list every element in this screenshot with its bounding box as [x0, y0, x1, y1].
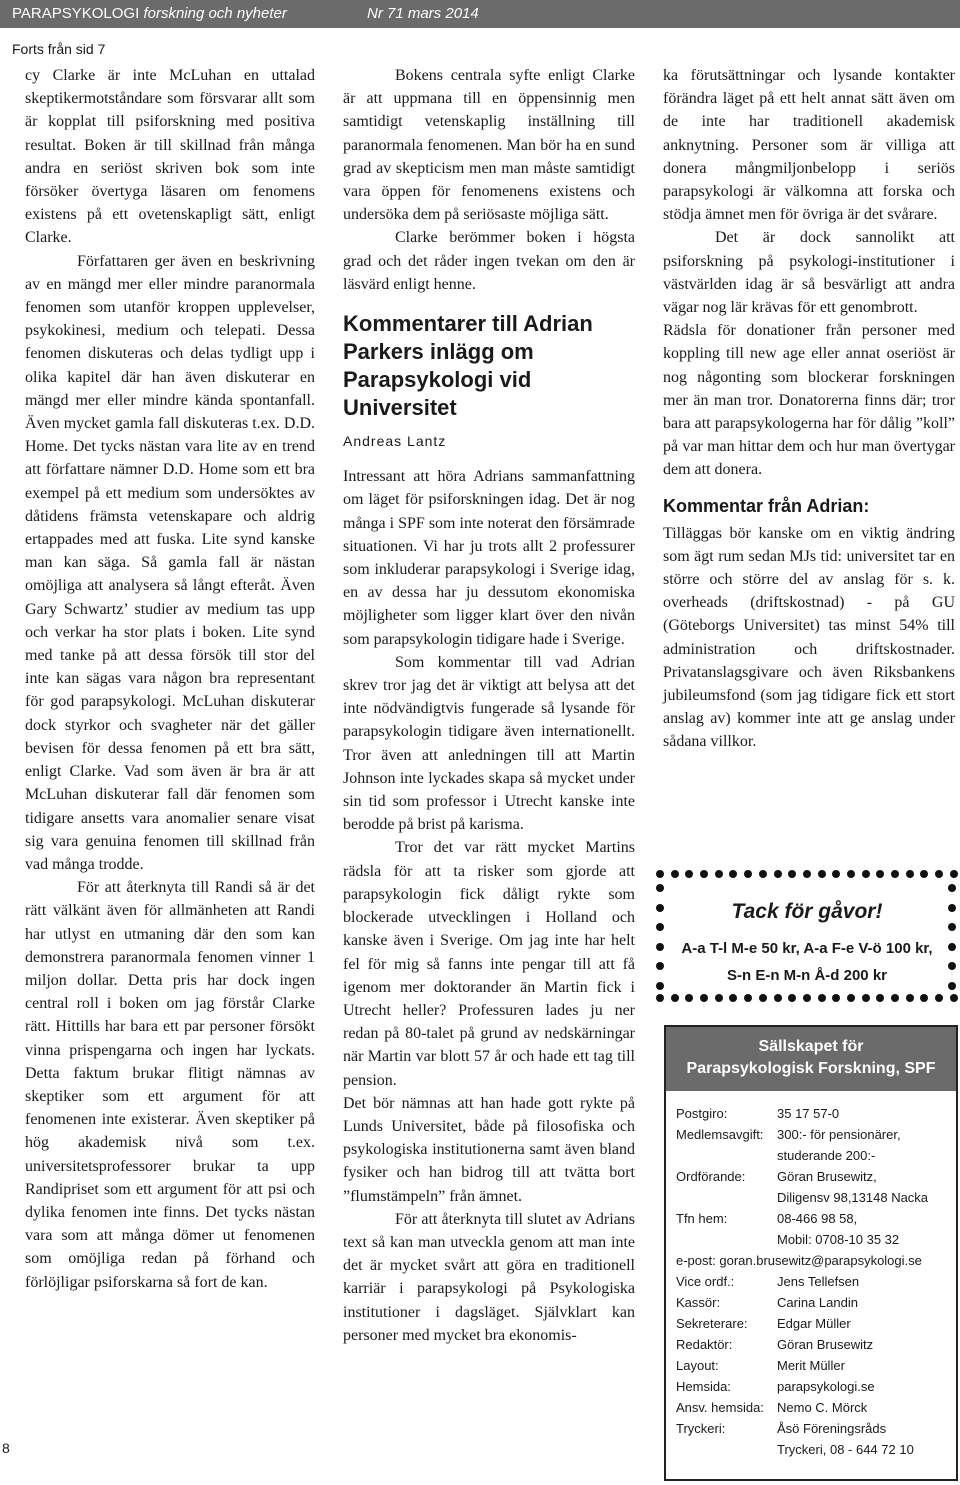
col3-paragraph-2: Det är dock sannolikt att psiforskning på psykologi-institutioner i västvärlden idag är så besvärligt att andra vägar nog lär krävas för ett genombrott.	[663, 229, 955, 317]
postgiro-value: 35 17 57-0	[777, 1106, 840, 1121]
col2-paragraph-4: Som kommentar till vad Adrian skrev tror jag det är viktigt att belysa att det inte nödvändigtvis fungerade så lysande för parapsykologin tidigare även internationellt. Tror även att anledningen till att Martin Johnson inte lyckades skapa så mycket under sin tid som professor i Utrecht kanske inte berodde på brist på karisma.	[343, 653, 635, 834]
info-row	[676, 1397, 956, 1418]
info-row	[676, 1355, 956, 1376]
article-heading: Kommentarer till Adrian Parkers inlägg om Parapsykologi vid Universitet	[343, 311, 593, 421]
info-row	[676, 1229, 956, 1250]
info-row	[676, 1208, 956, 1229]
info-row	[676, 1187, 956, 1208]
layout-label: Layout:	[676, 1358, 719, 1373]
column-2	[343, 64, 635, 1347]
editor-value: Göran Brusewitz	[777, 1337, 874, 1352]
vice-chair-label: Vice ordf.:	[676, 1274, 735, 1289]
chair-address: Diligensv 98,13148 Nacka	[777, 1190, 929, 1205]
vice-chair-value: Jens Tellefsen	[777, 1274, 860, 1289]
page-number: 8	[2, 1440, 10, 1456]
info-row	[676, 1250, 956, 1271]
fee-label: Medlemsavgift:	[676, 1127, 764, 1142]
info-row	[676, 1124, 956, 1145]
phone-label: Tfn hem:	[676, 1211, 728, 1226]
editor-label: Redaktör:	[676, 1337, 733, 1352]
continued-from: Forts från sid 7	[12, 41, 106, 57]
info-row	[676, 1376, 956, 1397]
comment-heading: Kommentar från Adrian:	[663, 495, 870, 516]
thanks-title: Tack för gåvor!	[731, 900, 883, 923]
donations-box	[656, 870, 958, 1004]
running-header	[0, 0, 960, 28]
col1-paragraph-3: För att återknyta till Randi så är det rätt välkänt även för allmänheten att Randi har utlyst en utmaning där den som kan demonstrera paranormala fenomen vinner 1 miljon dollar. Detta pris har dock ingen central roll i boken om jag förstår Clarke rätt. Hittills har bara ett par personer försökt vinna prispengarna och ingen har lyckats. Detta faktum brukar flitigt nämnas av skeptiker som ett argument för att fenomenen inte existerar. Även skeptiker på hög akademisk nivå som t.ex. universitetsprofessorer brukar ta upp Randipriset som ett argument för att psi och dylika fenomen inte finns. Det tycks nästan vara som att många dömer ut fenomenen som omöjliga redan på förhand och förlöjligar psiforskarna så fort de kan.	[25, 879, 315, 1291]
info-row	[676, 1271, 956, 1292]
society-name-line-1: Sällskapet för	[758, 1038, 864, 1055]
phone-value: 08-466 98 58,	[777, 1211, 858, 1226]
publication-name: PARAPSYKOLOGI	[12, 5, 140, 22]
info-row	[676, 1439, 956, 1460]
col2-paragraph-5: Tror det var rätt mycket Martins rädsla för att ta risker som gjorde att parapsykologin fick dåligt rykte som blockerade utvecklingen i Holland och kanske även i Sverige. Om jag inte har helt fel för mig så fanns inte pengar till att få igenom mer doktorander än Martin fick i Utrecht heller? Professuren lades ju ner redan på 80-talet på grund av nedskärningar när Martin var blott 57 år och hade ett tag till pension.	[343, 839, 635, 1089]
author-byline: Andreas Lantz	[343, 433, 447, 450]
fee-value-2: studerande 200:-	[777, 1148, 876, 1163]
mobile-value: Mobil: 0708-10 35 32	[777, 1232, 900, 1247]
postgiro-label: Postgiro:	[676, 1106, 728, 1121]
web-responsible-value: Nemo C. Mörck	[777, 1400, 868, 1415]
layout-value: Merit Müller	[777, 1358, 845, 1373]
col1-paragraph-2: Författaren ger även en beskrivning av en mängd mer eller mindre paranormala fenomen som utanför kroppen upplevelser, psykokinesi, medium och telepati. Dessa fenomen diskuteras och delas tydligt upp i olika kapitel där han även diskuterar en mängd mer eller mindre kända spontanfall. Även mycket gamla fall diskuteras t.ex. D.D. Home. Det tycks nästan vara lite av en trend att författare nämner D.D. Home som ett bra exempel på ett medium som undersöktes av dåtidens främsta vetenskapare och aldrig ertappades med att fuska. Lite synd kanske man kan säga. Så gamla fall är nästan omöjliga att analysera så långt efteråt. Även Gary Schwartz’ studier av medium tas upp och verkar ha stor plats i boken. Lite synd med tanke på att dessa försök till stor del inte kan sägas vara någon bra representant för god parapsykologi. McLuhan diskuterar dock styrkor och svagheter när det gäller bevisen för dessa fenomen på ett bra sätt, enligt Clarke. Vad som även är bra är att McLuhan diskuterar fall där fenomen som tidigare ansetts vara anomalier senare visat sig vara genuina fenomen till skillnad från vad många trodde.	[25, 252, 315, 873]
chair-label: Ordförande:	[676, 1169, 746, 1184]
society-name-line-2: Parapsykologisk Forskning, SPF	[686, 1060, 936, 1077]
chair-value: Göran Brusewitz,	[777, 1169, 877, 1184]
society-name	[666, 1027, 956, 1091]
email-value: e-post: goran.brusewitz@parapsykologi.se	[676, 1253, 922, 1268]
thanks-line-1: A-a T-l M-e 50 kr, A-a F-e V-ö 100 kr,	[681, 940, 933, 957]
col3-paragraph-4: Tilläggas bör kanske om en viktig ändring som ägt rum sedan MJs tid: universitet tar en större och större del av anslag för s. k. overheads (driftskostnad) - på GU (Göteborgs Universitet) tas minst 54% till administration och driftskostnader. Privatanslagsgivare och även Riksbankens jubileumsfond (som jag tidigare fick ett stort anslag av) kommer inte att ge anslag under sådana villkor.	[663, 524, 955, 751]
thanks-line-2: S-n E-n M-n Å-d 200 kr	[726, 967, 887, 984]
info-row	[676, 1334, 956, 1355]
fee-value: 300:- för pensionärer,	[777, 1127, 901, 1142]
column-3	[663, 64, 955, 754]
treasurer-label: Kassör:	[676, 1295, 721, 1310]
info-row	[676, 1145, 956, 1166]
treasurer-value: Carina Landin	[777, 1295, 858, 1310]
secretary-label: Sekreterare:	[676, 1316, 748, 1331]
website-value: parapsykologi.se	[777, 1379, 875, 1394]
col2-paragraph-7: För att återknyta till slutet av Adrians text så kan man utveckla genom att man inte det är mycket svårt att göra en traditionell karriär i parapsykologi på Psykologiska institutioner i dagsläget. Självklart kan personer med mycket bra ekonomis-	[343, 1210, 635, 1344]
issue-label: Nr 71 mars 2014	[367, 5, 479, 22]
col3-paragraph-3: Rädsla för donationer från personer med koppling till new age eller annat oseriöst är nog någonting som blockerar forskningen mer än man tror. Donatorerna finns där; tror bara att parapsykologerna har för dålig ”koll” på var man hittar dem och hur man övertygar dem att donera.	[663, 322, 955, 479]
web-responsible-label: Ansv. hemsida:	[676, 1400, 764, 1415]
secretary-value: Edgar Müller	[777, 1316, 851, 1331]
info-row	[676, 1292, 956, 1313]
dot-border-bottom	[656, 994, 958, 1004]
info-row	[676, 1313, 956, 1334]
info-row	[676, 1103, 956, 1124]
printer-value: Åsö Föreningsråds	[777, 1421, 887, 1436]
column-1	[25, 64, 315, 1294]
info-row	[676, 1418, 956, 1439]
col1-paragraph-1: cy Clarke är inte McLuhan en uttalad skeptikermotståndare som försvarar allt som är kopplat till psiforskning med positiva resultat. Boken är till skillnad från många andra en seriöst skriven bok som inte försöker övertyga läsaren om fenomens existens på ett ovetenskapligt sätt, enligt Clarke.	[25, 67, 315, 247]
printer-value-2: Tryckeri, 08 - 644 72 10	[777, 1442, 914, 1457]
info-row	[676, 1166, 956, 1187]
col3-paragraph-1: ka förutsättningar och lysande kontakter förändra läget på ett helt annat sätt även om de inte har traditionell akademisk anknytning. Personer som är villiga att donera mångmiljonbelopp i seriös parapsykologi är välkomna att forska och stödja ämnet men för övriga är det svårare.	[663, 67, 955, 224]
col2-paragraph-2: Clarke berömmer boken i högsta grad och det råder ingen tvekan om den är läsvärd enligt henne.	[343, 229, 635, 293]
dot-border-top	[656, 870, 958, 880]
col2-paragraph-6: Det bör nämnas att han hade gott rykte på Lunds Universitet, både på filosofiska och psykologiska institutionerna samt även bland fysiker och han bidrog till att tvätta bort ”flumstämpeln” från ämnet.	[343, 1094, 635, 1205]
printer-label: Tryckeri:	[676, 1421, 726, 1436]
website-label: Hemsida:	[676, 1379, 731, 1394]
publication-subtitle: forskning och nyheter	[143, 5, 287, 22]
society-details	[676, 1103, 956, 1460]
col2-paragraph-1: Bokens centrala syfte enligt Clarke är att uppmana till en öppensinnig men samtidigt vetenskaplig inställning till paranormala fenomenen. Man bör ha en sund grad av skepticism men man måste samtidigt vara öppen för fenomenens existens och undersöka dem på seriösaste möjliga sätt.	[343, 67, 635, 224]
society-info-box	[664, 1025, 958, 1481]
col2-paragraph-3: Intressant att höra Adrians sammanfattning om läget för psiforskningen idag. Det är nog många i SPF som inte noterat den försämrade situationen. Vi har ju trots allt 2 professurer som inkluderar parapsykologi i Sverige idag, en av dessa har ju dessutom ekonomiska möjligheter som ligger klart över den nivån som parapsykologin tidigare hade i Sverige.	[343, 468, 635, 648]
